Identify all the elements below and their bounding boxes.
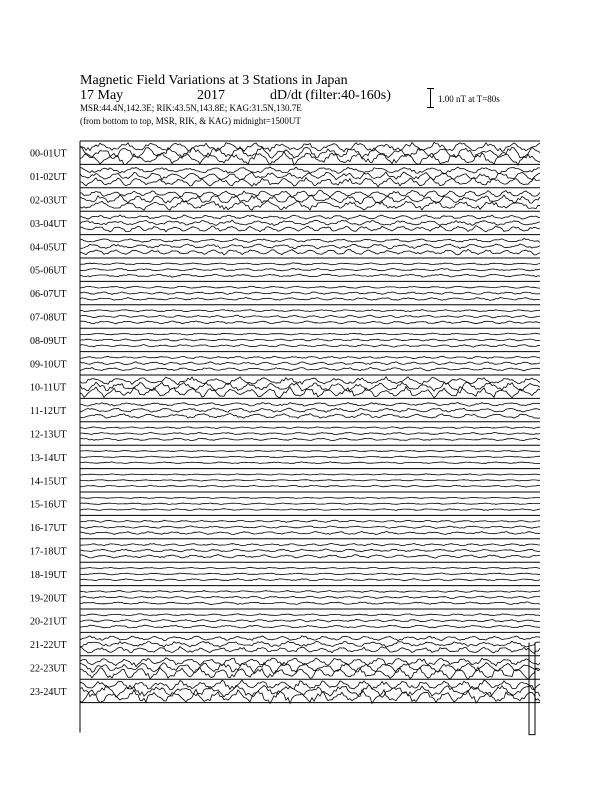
row-label: 01-02UT — [30, 172, 67, 184]
row-label: 00-01UT — [30, 148, 67, 160]
trace-rik — [80, 362, 540, 365]
trace-kag — [80, 215, 540, 220]
chart-title: Magnetic Field Variations at 3 Stations in Japan — [80, 73, 348, 88]
row-label: 10-11UT — [30, 382, 67, 394]
trace-rik — [80, 456, 540, 458]
trace-rik — [80, 315, 540, 318]
trace-rik — [80, 339, 540, 341]
trace-rik — [80, 549, 540, 552]
row-label: 06-07UT — [30, 289, 67, 301]
trace-msr — [80, 249, 540, 255]
trace-rik — [80, 641, 540, 647]
trace-rik — [80, 408, 540, 413]
trace-msr — [80, 321, 540, 324]
row-label: 23-24UT — [30, 686, 67, 698]
row-label: 18-19UT — [30, 569, 67, 581]
row-label: 16-17UT — [30, 523, 67, 535]
trace-msr — [80, 602, 540, 605]
trace-kag — [80, 520, 540, 522]
trace-kag — [80, 239, 540, 243]
trace-kag — [80, 544, 540, 546]
row-label: 03-04UT — [30, 218, 67, 230]
trace-rik — [80, 268, 540, 271]
chart-date-day: 17 May — [80, 88, 124, 103]
row-label: 13-14UT — [30, 452, 67, 464]
trace-msr — [80, 297, 540, 300]
trace-msr — [80, 387, 540, 398]
row-label: 19-20UT — [30, 593, 67, 605]
row-label: 08-09UT — [30, 335, 67, 347]
trace-kag — [80, 614, 540, 616]
station-list: MSR:44.4N,142.3E; RIK:43.5N,143.8E; KAG:31.5N,130.7E — [80, 103, 302, 113]
row-label: 22-23UT — [30, 663, 67, 675]
trace-msr — [80, 509, 540, 511]
trace-kag — [80, 356, 540, 359]
trace-kag — [80, 567, 540, 568]
trace-rik — [80, 147, 540, 159]
trace-kag — [80, 636, 540, 641]
row-label: 15-16UT — [30, 499, 67, 511]
trace-msr — [80, 579, 540, 581]
trace-msr — [80, 531, 540, 534]
row-label: 14-15UT — [30, 476, 67, 488]
trace-rik — [80, 195, 540, 204]
trace-kag — [80, 497, 540, 498]
trace-rik — [80, 619, 540, 622]
row-label: 12-13UT — [30, 429, 67, 441]
row-label: 21-22UT — [30, 640, 67, 652]
trace-msr — [80, 274, 540, 277]
trace-kag — [80, 263, 540, 265]
row-label: 09-10UT — [30, 359, 67, 371]
trace-msr — [80, 555, 540, 559]
trace-rik — [80, 292, 540, 295]
trace-msr — [80, 625, 540, 628]
trace-msr — [80, 151, 540, 165]
trace-kag — [80, 450, 540, 451]
row-label: 11-12UT — [30, 406, 67, 418]
trace-msr — [80, 647, 540, 654]
trace-rik — [80, 480, 540, 481]
trace-msr — [80, 485, 540, 487]
trace-msr — [80, 462, 540, 464]
trace-msr — [80, 177, 540, 187]
trace-kag — [80, 190, 540, 197]
trace-msr — [80, 367, 540, 371]
trace-rik — [80, 596, 540, 598]
trace-kag — [80, 403, 540, 407]
trace-rik — [80, 220, 540, 225]
trace-order-note: (from bottom to top, MSR, RIK, & KAG) midnight=1500UT — [80, 116, 301, 126]
trace-msr — [80, 345, 540, 348]
trace-kag — [80, 427, 540, 429]
trace-kag — [80, 286, 540, 288]
chart-component: dD/dt (filter:40-160s) — [270, 88, 391, 103]
trace-kag — [80, 142, 540, 151]
trace-kag — [80, 591, 540, 593]
trace-msr — [80, 438, 540, 441]
chart-date-year: 2017 — [197, 88, 225, 103]
row-label: 05-06UT — [30, 265, 67, 277]
trace-rik — [80, 433, 540, 435]
row-label: 20-21UT — [30, 616, 67, 628]
trace-rik — [80, 573, 540, 575]
trace-kag — [80, 377, 540, 385]
trace-kag — [80, 474, 540, 475]
row-label: 04-05UT — [30, 242, 67, 254]
trace-rik — [80, 244, 540, 249]
row-label: 02-03UT — [30, 195, 67, 207]
trace-kag — [80, 167, 540, 174]
trace-msr — [80, 414, 540, 419]
trace-msr — [80, 226, 540, 232]
trace-rik — [80, 526, 540, 529]
trace-kag — [80, 310, 540, 312]
trace-rik — [80, 503, 540, 505]
trace-kag — [80, 333, 540, 335]
row-label: 17-18UT — [30, 546, 67, 558]
row-label: 07-08UT — [30, 312, 67, 324]
scale-label: 1.00 nT at T=80s — [438, 94, 500, 104]
